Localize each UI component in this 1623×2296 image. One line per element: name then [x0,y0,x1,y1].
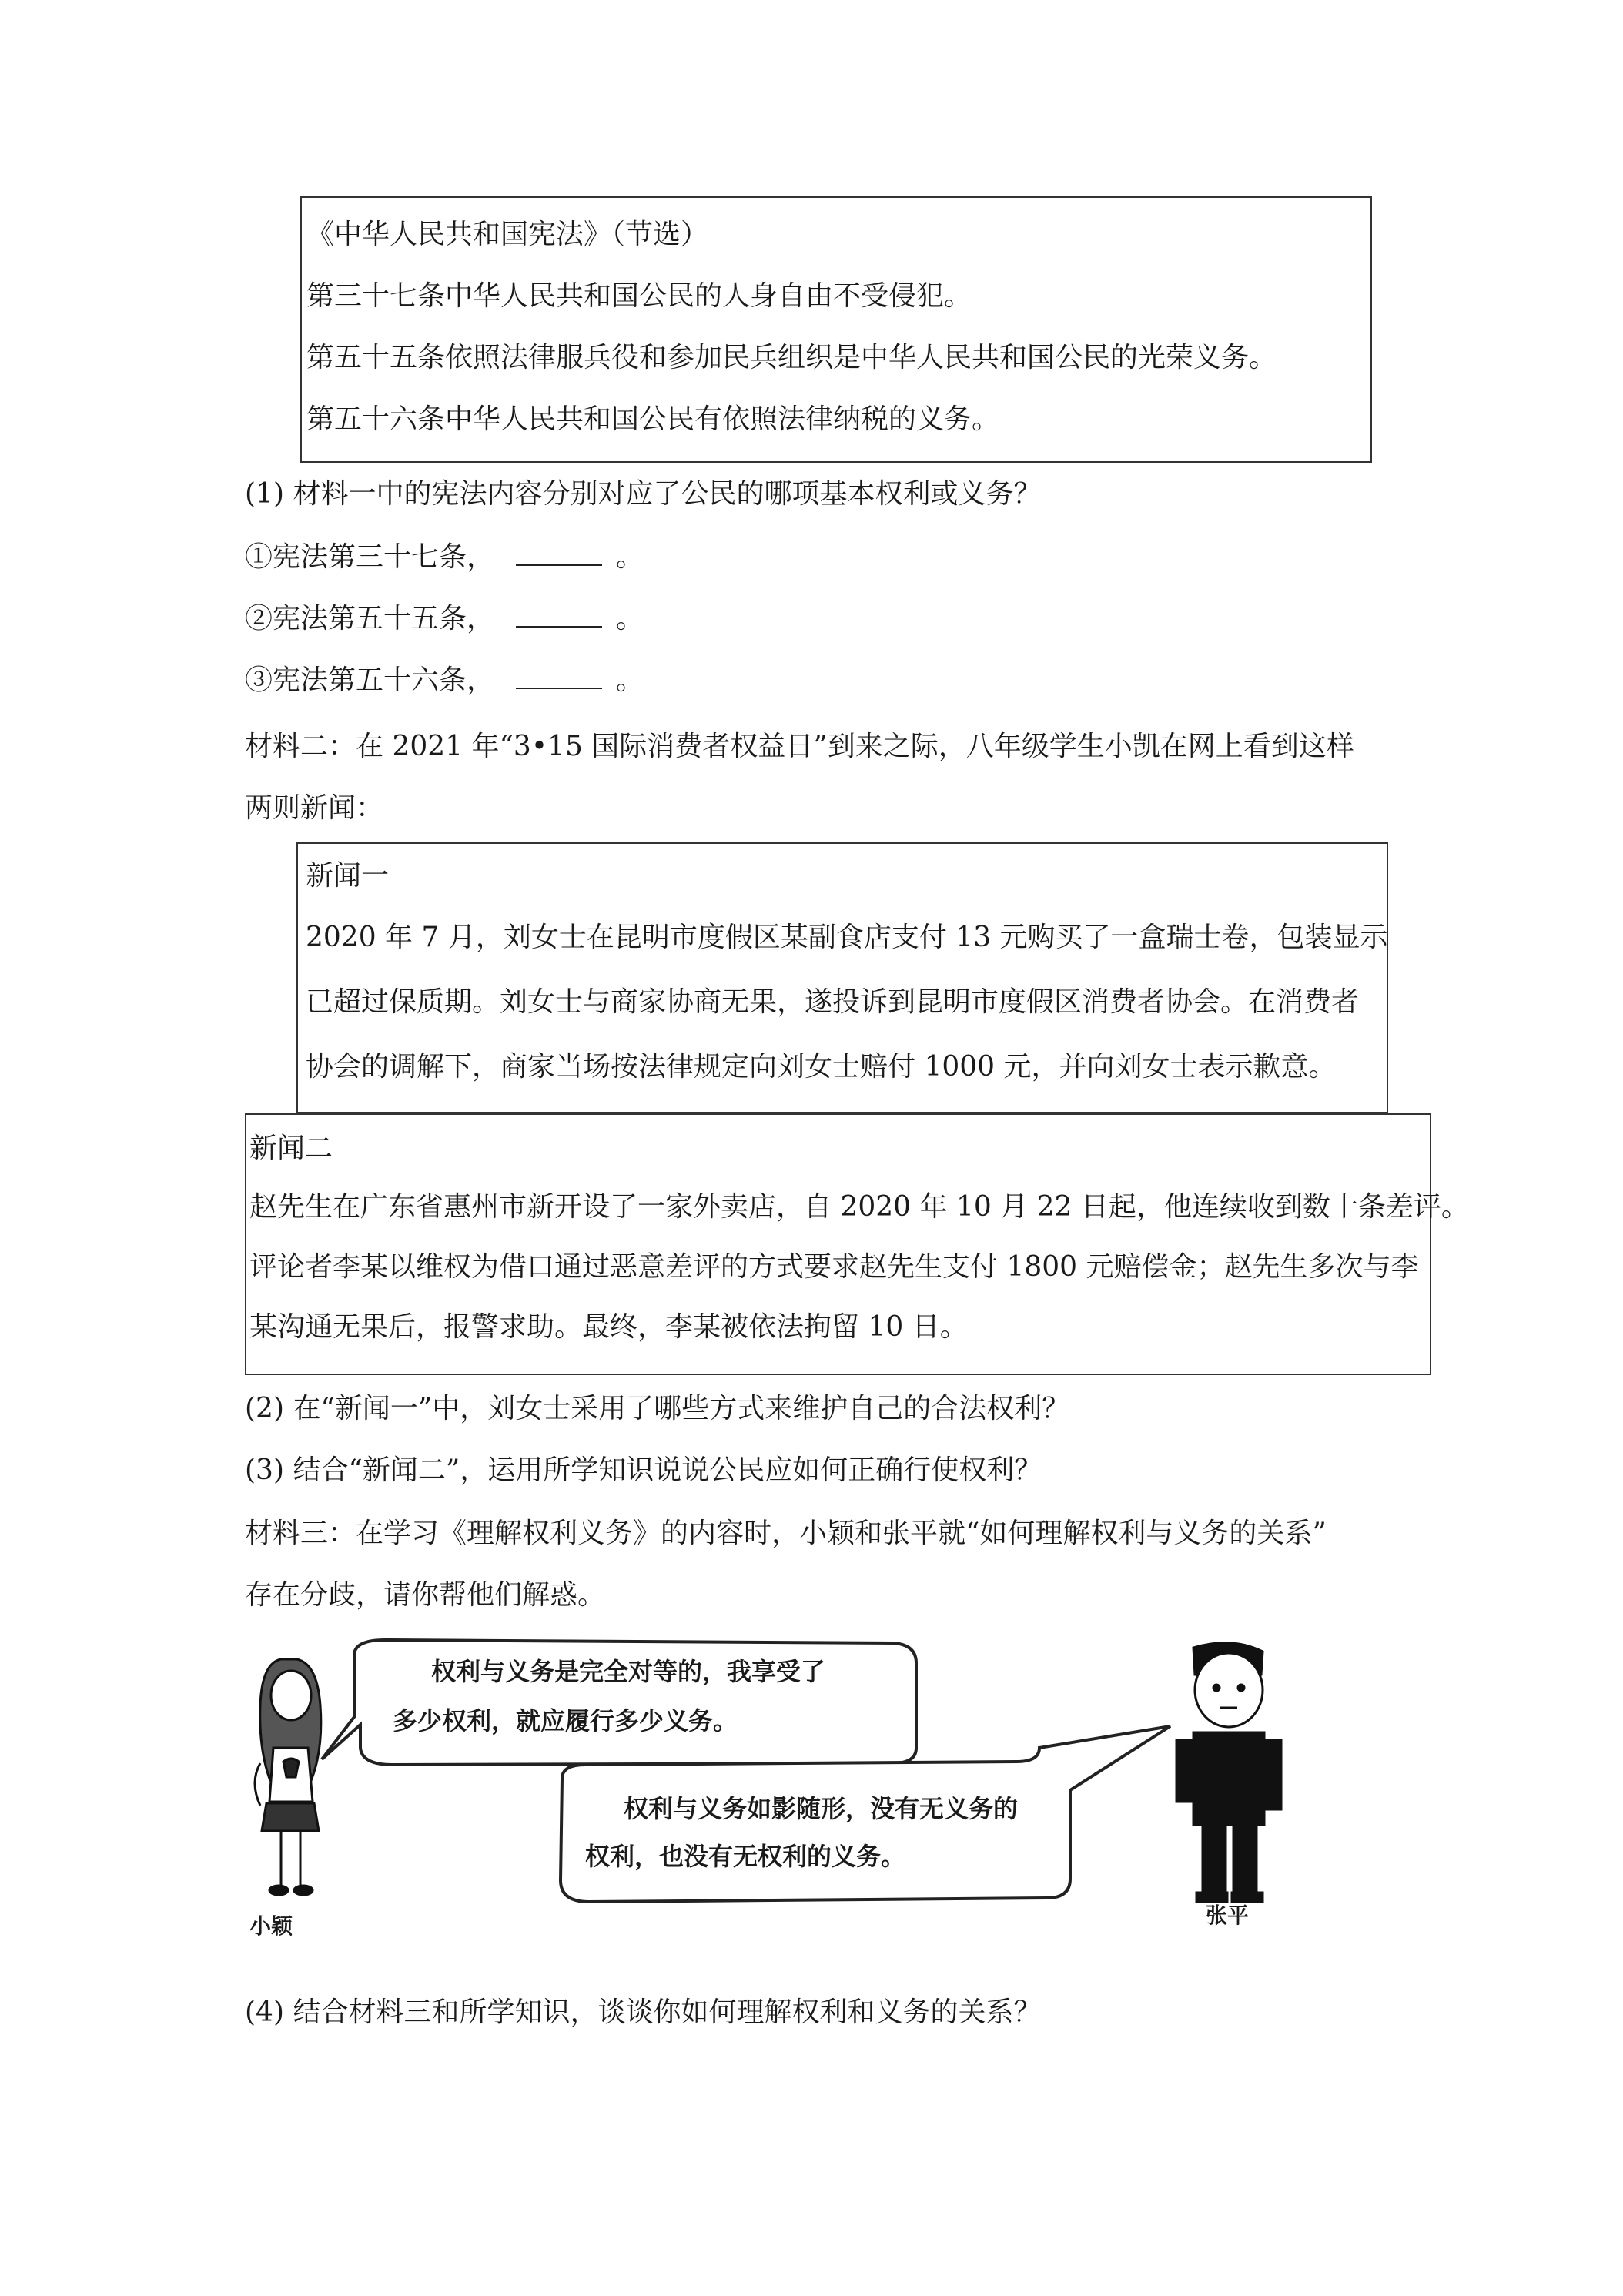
news-2-line-3: 某沟通无果后，报警求助。最终，李某被依法拘留 10 日。 [249,1311,968,1343]
boy-figure [1176,1643,1281,1902]
q1-item-3 [245,664,644,698]
q1-item-label: ③宪法第五十六条， [245,664,495,696]
end-mark: 。 [616,664,644,696]
question-2: (2) 在“新闻一”中，刘女士采用了哪些方式来维护自己的合法权利？ [245,1393,1070,1424]
material-2-intro-line-2: 两则新闻： [245,792,384,824]
question-3: (3) 结合“新闻二”，运用所学知识说说公民应如何正确行使权利？ [245,1454,1042,1486]
news-2-box [245,1113,1469,1375]
answer-blank[interactable] [516,603,602,628]
question-4: (4) 结合材料三和所学知识，谈谈你如何理解权利和义务的关系？ [245,1996,1042,2028]
answer-blank[interactable] [516,664,602,689]
end-mark: 。 [616,541,644,573]
news-2-line-2: 评论者李某以维权为借口通过恶意差评的方式要求赵先生支付 1800 元赔偿金；赵先生多次与李 [249,1251,1419,1283]
excerpt-title: 《中华人民共和国宪法》（节选） [306,219,709,250]
news-1-box [296,842,1388,1113]
bubble-2-line-1: 权利与义务如影随形，没有无义务的 [624,1794,1019,1823]
answer-blank[interactable] [516,541,602,566]
girl-figure [255,1659,321,1895]
q1-item-label: ②宪法第五十五条， [245,603,495,634]
news-1-line-3: 协会的调解下，商家当场按法律规定向刘女士赔付 1000 元，并向刘女士表示歉意。 [306,1051,1337,1083]
excerpt-article-56: 第五十六条中华人民共和国公民有依照法律纳税的义务。 [306,403,1000,435]
constitution-excerpt-box [300,196,1372,463]
bubble-1-line-1: 权利与义务是完全对等的，我享受了 [431,1657,826,1686]
news-1-title: 新闻一 [306,860,390,892]
q1-item-2 [245,602,644,636]
news-1-line-1: 2020 年 7 月，刘女士在昆明市度假区某副食店支付 13 元购买了一盒瑞士卷，包装显示 [306,922,1388,953]
girl-name-label: 小颖 [249,1913,293,1939]
bubble-1-line-2: 多少权利，就应履行多少义务。 [393,1706,738,1735]
boy-name-label: 张平 [1206,1903,1250,1928]
news-2-title: 新闻二 [249,1133,333,1164]
q1-item-label: ①宪法第三十七条， [245,541,495,573]
end-mark: 。 [616,603,644,634]
question-1: (1) 材料一中的宪法内容分别对应了公民的哪项基本权利或义务？ [245,478,1042,510]
material-2-intro-line-1: 材料二：在 2021 年“3•15 国际消费者权益日”到来之际，八年级学生小凯在网上看到这样 [245,731,1354,762]
news-2-line-1: 赵先生在广东省惠州市新开设了一家外卖店，自 2020 年 10 月 22 日起，他连续收到数十条差评。 [249,1191,1469,1223]
material-3-intro-line-2: 存在分歧，请你帮他们解惑。 [245,1579,606,1611]
excerpt-article-55: 第五十五条依照法律服兵役和参加民兵组织是中华人民共和国公民的光荣义务。 [306,342,1277,373]
excerpt-article-37: 第三十七条中华人民共和国公民的人身自由不受侵犯。 [306,280,972,312]
bubble-2-line-2: 权利，也没有无权利的义务。 [585,1842,906,1871]
cartoon-illustration [239,1632,1378,1940]
q1-item-1 [245,541,644,574]
news-1-line-2: 已超过保质期。刘女士与商家协商无果，遂投诉到昆明市度假区消费者协会。在消费者 [306,986,1360,1018]
material-3-intro-line-1: 材料三：在学习《理解权利义务》的内容时，小颖和张平就“如何理解权利与义务的关系” [245,1518,1327,1549]
